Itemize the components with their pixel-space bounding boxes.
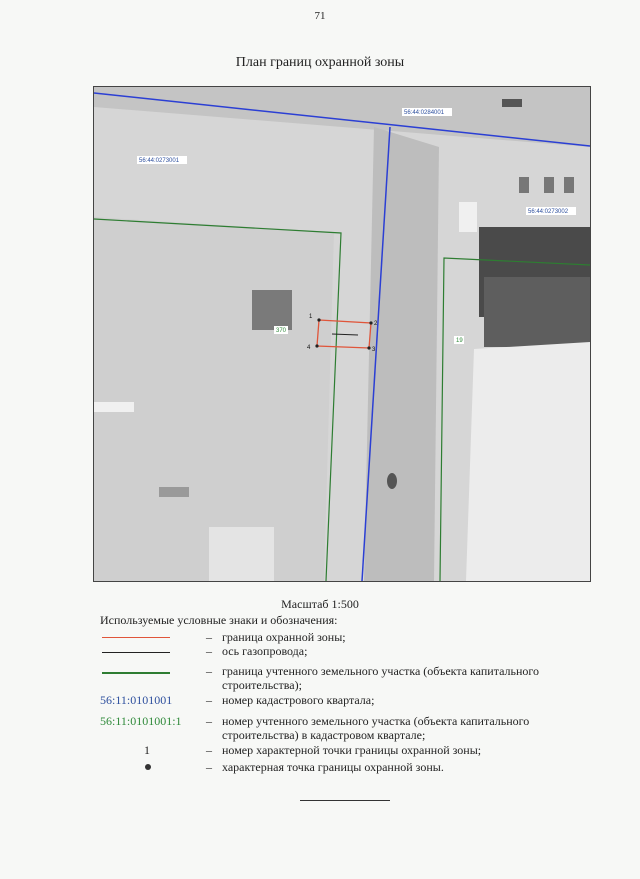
quarter-label-1: 56:44:0273001: [139, 158, 180, 164]
car-3: [564, 177, 574, 193]
road-car: [387, 473, 397, 489]
left-lot: [94, 217, 334, 581]
legend-dash: –: [206, 714, 212, 728]
legend-desc: граница охранной зоны;: [222, 630, 346, 644]
parcel-number-symbol: 56:11:0101001:1: [100, 714, 182, 728]
point-label-4: 4: [307, 345, 311, 351]
bottom-rule: [300, 800, 390, 801]
building-roof: [484, 277, 590, 347]
car-top: [502, 99, 522, 107]
parcel-label-19: 19: [456, 338, 463, 344]
page-number: 71: [314, 10, 326, 22]
page-title: План границ охранной зоны: [235, 55, 405, 70]
legend-dash: –: [206, 630, 212, 644]
small-white-object: [94, 402, 134, 412]
parcel-label-370: 370: [276, 328, 287, 334]
legend-dash: –: [206, 664, 212, 678]
point-label-2: 2: [374, 321, 378, 327]
bottom-building: [209, 527, 274, 581]
gas-axis-line-symbol: [102, 652, 170, 653]
legend-desc: характерная точка границы охранной зоны.: [222, 760, 444, 774]
legend-dash: –: [206, 760, 212, 774]
small-structure: [252, 290, 292, 330]
legend-desc: номер кадастрового квартала;: [222, 693, 375, 707]
point-4: [315, 344, 318, 347]
point-3: [367, 346, 370, 349]
legend-desc: номер характерной точки границы охранной зоны;: [222, 743, 482, 757]
legend-desc: граница учтенного земельного участка (объекта капитального строительства);: [222, 664, 540, 692]
debris: [159, 487, 189, 497]
protection-zone-line-symbol: [102, 637, 170, 638]
quarter-label-3: 56:44:0273002: [528, 209, 569, 215]
point-2: [369, 321, 372, 324]
legend-dash: –: [206, 693, 212, 707]
point-dot-symbol: [145, 764, 151, 770]
white-warehouse: [466, 342, 590, 581]
legend-dash: –: [206, 743, 212, 757]
map-canvas: [94, 87, 590, 581]
legend-desc: ось газопровода;: [222, 644, 308, 658]
white-truck: [459, 202, 477, 232]
point-number-symbol: 1: [144, 743, 150, 757]
parcel-boundary-line-symbol: [102, 672, 170, 674]
quarter-number-symbol: 56:11:0101001: [100, 693, 173, 707]
point-label-1: 1: [309, 314, 313, 320]
legend-title: Используемые условные знаки и обозначения:: [100, 613, 338, 627]
point-label-3: 3: [372, 347, 376, 353]
map-scale: Масштаб 1:500: [281, 597, 359, 611]
cadastral-map: [93, 86, 591, 582]
point-1: [317, 318, 320, 321]
quarter-label-2: 56:44:0284001: [404, 110, 445, 116]
car-2: [544, 177, 554, 193]
car-1: [519, 177, 529, 193]
legend-desc: номер учтенного земельного участка (объекта капитального строительства) в кадастровом квартале;: [222, 714, 530, 742]
legend-dash: –: [206, 644, 212, 658]
